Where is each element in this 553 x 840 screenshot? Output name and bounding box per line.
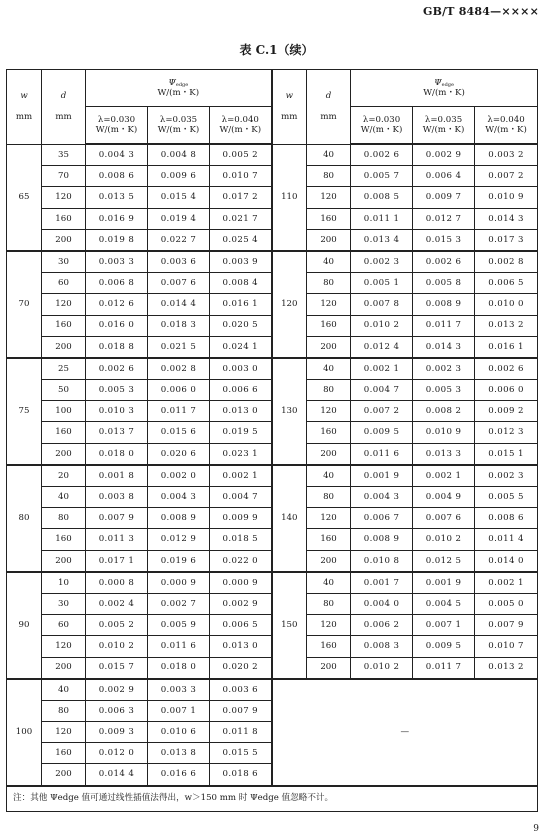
value-cell: 0.014 0	[475, 550, 538, 572]
d-cell: 200	[307, 550, 351, 572]
d-cell: 160	[42, 315, 86, 336]
value-cell: 0.005 3	[86, 380, 148, 401]
d-cell: 100	[42, 401, 86, 422]
d-cell: 120	[307, 187, 351, 208]
w-cell: 100	[7, 679, 42, 786]
value-cell: 0.016 6	[148, 764, 210, 786]
value-cell: 0.020 6	[148, 443, 210, 465]
value-cell: 0.011 8	[210, 722, 272, 743]
d-cell: 80	[307, 166, 351, 187]
value-cell: 0.010 3	[86, 401, 148, 422]
value-cell: 0.006 3	[86, 700, 148, 721]
d-cell: 160	[42, 743, 86, 764]
value-cell: 0.001 8	[86, 465, 148, 487]
value-cell: 0.001 7	[351, 572, 413, 594]
value-cell: 0.007 9	[210, 700, 272, 721]
d-unit: mm	[55, 111, 72, 122]
d-cell: 80	[307, 380, 351, 401]
value-cell: 0.004 5	[413, 593, 475, 614]
w-cell: 75	[7, 358, 42, 465]
table-row	[7, 251, 538, 273]
value-cell: 0.009 3	[86, 722, 148, 743]
value-cell: 0.009 5	[351, 422, 413, 443]
d-header-right	[307, 70, 351, 145]
value-cell: 0.011 4	[475, 529, 538, 550]
value-cell: 0.003 6	[210, 679, 272, 701]
value-cell: 0.008 4	[210, 273, 272, 294]
value-cell: 0.015 3	[413, 229, 475, 251]
value-cell: 0.022 0	[210, 550, 272, 572]
value-cell: 0.016 1	[475, 336, 538, 358]
value-cell: 0.010 7	[475, 636, 538, 657]
value-cell: 0.010 2	[351, 657, 413, 679]
value-cell: 0.003 6	[148, 251, 210, 273]
header-row-1	[7, 70, 538, 107]
d-cell: 40	[307, 358, 351, 380]
value-cell: 0.002 7	[148, 593, 210, 614]
d-cell: 80	[307, 273, 351, 294]
d-cell: 120	[42, 294, 86, 315]
d-cell: 200	[307, 229, 351, 251]
value-cell: 0.004 3	[148, 487, 210, 508]
value-cell: 0.002 1	[475, 572, 538, 594]
d-cell: 160	[307, 208, 351, 229]
d-cell: 80	[307, 487, 351, 508]
value-cell: 0.010 2	[413, 529, 475, 550]
value-cell: 0.025 4	[210, 229, 272, 251]
value-cell: 0.012 4	[351, 336, 413, 358]
standard-number: GB/T 8484—××××	[422, 5, 539, 18]
d-cell: 120	[307, 615, 351, 636]
value-cell: 0.005 2	[86, 615, 148, 636]
d-header-left	[42, 70, 86, 145]
value-cell: 0.002 6	[86, 358, 148, 380]
d-cell: 60	[42, 615, 86, 636]
value-cell: 0.010 9	[413, 422, 475, 443]
value-cell: 0.008 6	[475, 508, 538, 529]
value-cell: 0.013 4	[351, 229, 413, 251]
value-cell: 0.002 6	[351, 144, 413, 166]
psi-subscript: edge	[441, 81, 454, 88]
value-cell: 0.000 8	[86, 572, 148, 594]
value-cell: 0.006 7	[351, 508, 413, 529]
w-header-right	[272, 70, 307, 145]
d-cell: 120	[307, 401, 351, 422]
d-cell: 200	[42, 336, 86, 358]
value-cell: 0.018 0	[148, 657, 210, 679]
value-cell: 0.007 8	[351, 294, 413, 315]
value-cell: 0.002 3	[413, 358, 475, 380]
value-cell: 0.013 2	[475, 657, 538, 679]
value-cell: 0.014 4	[86, 764, 148, 786]
table-body	[7, 144, 538, 786]
value-cell: 0.008 3	[351, 636, 413, 657]
d-cell: 30	[42, 251, 86, 273]
value-cell: 0.002 6	[413, 251, 475, 273]
d-cell: 25	[42, 358, 86, 380]
value-cell: 0.011 7	[413, 657, 475, 679]
d-cell: 160	[307, 529, 351, 550]
value-cell: 0.018 8	[86, 336, 148, 358]
value-cell: 0.014 4	[148, 294, 210, 315]
w-unit: mm	[281, 111, 298, 122]
d-cell: 30	[42, 593, 86, 614]
value-cell: 0.002 9	[210, 593, 272, 614]
table-row	[7, 572, 538, 594]
value-cell: 0.008 9	[148, 508, 210, 529]
value-cell: 0.007 1	[413, 615, 475, 636]
value-cell: 0.023 1	[210, 443, 272, 465]
value-cell: 0.013 5	[86, 187, 148, 208]
note-row	[7, 786, 538, 812]
w-cell: 65	[7, 144, 42, 251]
value-cell: 0.013 7	[86, 422, 148, 443]
value-cell: 0.013 8	[148, 743, 210, 764]
value-cell: 0.004 3	[86, 144, 148, 166]
value-cell: 0.001 9	[351, 465, 413, 487]
value-cell: 0.008 9	[351, 529, 413, 550]
d-cell: 200	[42, 443, 86, 465]
value-cell: 0.013 2	[475, 315, 538, 336]
value-cell: 0.008 6	[86, 166, 148, 187]
value-cell: 0.005 8	[413, 273, 475, 294]
d-cell: 40	[307, 251, 351, 273]
value-cell: 0.002 6	[475, 358, 538, 380]
value-cell: 0.010 8	[351, 550, 413, 572]
value-cell: 0.011 3	[86, 529, 148, 550]
d-cell: 160	[42, 529, 86, 550]
value-cell: 0.015 5	[210, 743, 272, 764]
d-cell: 40	[307, 144, 351, 166]
w-unit: mm	[15, 111, 33, 122]
d-cell: 20	[42, 465, 86, 487]
value-cell: 0.011 1	[351, 208, 413, 229]
value-cell: 0.016 0	[86, 315, 148, 336]
value-cell: 0.017 1	[86, 550, 148, 572]
value-cell: 0.002 8	[148, 358, 210, 380]
d-cell: 40	[42, 487, 86, 508]
value-cell: 0.016 1	[210, 294, 272, 315]
value-cell: 0.015 4	[148, 187, 210, 208]
value-cell: 0.008 9	[413, 294, 475, 315]
value-cell: 0.011 7	[413, 315, 475, 336]
value-cell: 0.002 9	[413, 144, 475, 166]
value-cell: 0.000 9	[148, 572, 210, 594]
w-cell: 140	[272, 465, 307, 572]
value-cell: 0.002 8	[475, 251, 538, 273]
empty-cell: —	[272, 679, 538, 786]
table-note: 注：其他 Ψedge 值可通过线性插值法得出，w＞150 mm 时 Ψedge 值忽略不计。	[7, 786, 538, 812]
d-cell: 80	[307, 593, 351, 614]
w-cell: 120	[272, 251, 307, 358]
w-symbol: w	[20, 91, 28, 102]
d-cell: 120	[307, 294, 351, 315]
d-cell: 120	[42, 722, 86, 743]
w-cell: 150	[272, 572, 307, 679]
lambda-header: λ=0.030 W/(m・K)	[86, 107, 148, 145]
w-cell: 130	[272, 358, 307, 465]
d-cell: 200	[42, 657, 86, 679]
value-cell: 0.007 9	[86, 508, 148, 529]
value-cell: 0.012 0	[86, 743, 148, 764]
value-cell: 0.013 0	[210, 636, 272, 657]
d-cell: 40	[42, 679, 86, 701]
value-cell: 0.006 4	[413, 166, 475, 187]
value-cell: 0.003 2	[475, 144, 538, 166]
value-cell: 0.002 1	[210, 465, 272, 487]
value-cell: 0.010 9	[475, 187, 538, 208]
value-cell: 0.007 1	[148, 700, 210, 721]
table-row	[7, 465, 538, 487]
d-cell: 80	[42, 508, 86, 529]
value-cell: 0.022 7	[148, 229, 210, 251]
lambda-header: λ=0.035 W/(m・K)	[413, 107, 475, 145]
value-cell: 0.015 6	[148, 422, 210, 443]
lambda-header: λ=0.040 W/(m・K)	[475, 107, 538, 145]
d-cell: 160	[307, 422, 351, 443]
w-header-left	[7, 70, 42, 145]
value-cell: 0.010 6	[148, 722, 210, 743]
value-cell: 0.011 7	[148, 401, 210, 422]
value-cell: 0.005 2	[210, 144, 272, 166]
value-cell: 0.012 6	[86, 294, 148, 315]
value-cell: 0.014 3	[413, 336, 475, 358]
value-cell: 0.010 2	[351, 315, 413, 336]
value-cell: 0.009 7	[413, 187, 475, 208]
value-cell: 0.005 1	[351, 273, 413, 294]
d-cell: 70	[42, 166, 86, 187]
value-cell: 0.019 8	[86, 229, 148, 251]
value-cell: 0.004 9	[413, 487, 475, 508]
d-cell: 200	[42, 550, 86, 572]
value-cell: 0.002 4	[86, 593, 148, 614]
value-cell: 0.020 2	[210, 657, 272, 679]
w-cell: 70	[7, 251, 42, 358]
value-cell: 0.004 7	[351, 380, 413, 401]
psi-unit: W/(m・K)	[157, 88, 200, 98]
value-cell: 0.005 3	[413, 380, 475, 401]
value-cell: 0.007 6	[413, 508, 475, 529]
value-cell: 0.011 6	[148, 636, 210, 657]
value-cell: 0.005 5	[475, 487, 538, 508]
w-cell: 80	[7, 465, 42, 572]
value-cell: 0.009 9	[210, 508, 272, 529]
d-cell: 160	[307, 315, 351, 336]
value-cell: 0.014 3	[475, 208, 538, 229]
d-cell: 40	[307, 572, 351, 594]
value-cell: 0.009 2	[475, 401, 538, 422]
psi-unit: W/(m・K)	[423, 88, 465, 98]
value-cell: 0.018 0	[86, 443, 148, 465]
value-cell: 0.006 6	[210, 380, 272, 401]
value-cell: 0.015 7	[86, 657, 148, 679]
value-cell: 0.004 3	[351, 487, 413, 508]
psi-header-left	[86, 70, 272, 107]
value-cell: 0.018 3	[148, 315, 210, 336]
value-cell: 0.019 4	[148, 208, 210, 229]
d-cell: 120	[42, 636, 86, 657]
w-cell: 110	[272, 144, 307, 251]
value-cell: 0.003 3	[86, 251, 148, 273]
d-cell: 10	[42, 572, 86, 594]
d-cell: 160	[42, 208, 86, 229]
value-cell: 0.007 9	[475, 615, 538, 636]
psi-header-right	[351, 70, 538, 107]
d-cell: 200	[42, 229, 86, 251]
value-cell: 0.024 1	[210, 336, 272, 358]
table-row	[7, 144, 538, 166]
value-cell: 0.002 1	[413, 465, 475, 487]
value-cell: 0.021 5	[148, 336, 210, 358]
value-cell: 0.000 9	[210, 572, 272, 594]
value-cell: 0.005 7	[351, 166, 413, 187]
value-cell: 0.005 0	[475, 593, 538, 614]
value-cell: 0.013 3	[413, 443, 475, 465]
value-cell: 0.002 9	[86, 679, 148, 701]
value-cell: 0.010 7	[210, 166, 272, 187]
value-cell: 0.013 0	[210, 401, 272, 422]
d-cell: 160	[42, 422, 86, 443]
value-cell: 0.003 9	[210, 251, 272, 273]
value-cell: 0.007 2	[475, 166, 538, 187]
value-cell: 0.010 0	[475, 294, 538, 315]
value-cell: 0.002 1	[351, 358, 413, 380]
value-cell: 0.012 9	[148, 529, 210, 550]
lambda-header: λ=0.040 W/(m・K)	[210, 107, 272, 145]
d-cell: 200	[42, 764, 86, 786]
d-unit: mm	[320, 111, 337, 122]
value-cell: 0.020 5	[210, 315, 272, 336]
d-cell: 35	[42, 144, 86, 166]
d-cell: 200	[307, 443, 351, 465]
d-symbol: d	[325, 91, 332, 102]
w-cell: 90	[7, 572, 42, 679]
value-cell: 0.008 2	[413, 401, 475, 422]
lambda-header: λ=0.035 W/(m・K)	[148, 107, 210, 145]
psi-symbol: Ψ	[168, 77, 176, 88]
value-cell: 0.003 3	[148, 679, 210, 701]
value-cell: 0.006 5	[210, 615, 272, 636]
value-cell: 0.012 7	[413, 208, 475, 229]
d-cell: 120	[307, 508, 351, 529]
value-cell: 0.005 9	[148, 615, 210, 636]
d-cell: 160	[307, 636, 351, 657]
value-cell: 0.003 0	[210, 358, 272, 380]
value-cell: 0.019 5	[210, 422, 272, 443]
value-cell: 0.006 0	[148, 380, 210, 401]
value-cell: 0.012 5	[413, 550, 475, 572]
value-cell: 0.006 0	[475, 380, 538, 401]
value-cell: 0.004 7	[210, 487, 272, 508]
d-cell: 60	[42, 273, 86, 294]
value-cell: 0.009 6	[148, 166, 210, 187]
d-cell: 120	[42, 187, 86, 208]
value-cell: 0.018 6	[210, 764, 272, 786]
d-symbol: d	[60, 91, 67, 102]
value-cell: 0.007 2	[351, 401, 413, 422]
value-cell: 0.001 9	[413, 572, 475, 594]
value-cell: 0.017 3	[475, 229, 538, 251]
d-cell: 200	[307, 657, 351, 679]
value-cell: 0.006 2	[351, 615, 413, 636]
value-cell: 0.006 5	[475, 273, 538, 294]
d-cell: 40	[307, 465, 351, 487]
value-cell: 0.002 0	[148, 465, 210, 487]
value-cell: 0.011 6	[351, 443, 413, 465]
psi-subscript: edge	[175, 81, 189, 88]
value-cell: 0.019 6	[148, 550, 210, 572]
table-title: 表 C.1（续）	[239, 43, 314, 57]
value-cell: 0.016 9	[86, 208, 148, 229]
value-cell: 0.018 5	[210, 529, 272, 550]
value-cell: 0.015 1	[475, 443, 538, 465]
value-cell: 0.017 2	[210, 187, 272, 208]
value-cell: 0.002 3	[475, 465, 538, 487]
lambda-header: λ=0.030 W/(m・K)	[351, 107, 413, 145]
value-cell: 0.004 8	[148, 144, 210, 166]
value-cell: 0.009 5	[413, 636, 475, 657]
table-row	[7, 679, 538, 701]
w-symbol: w	[285, 91, 293, 102]
value-cell: 0.006 8	[86, 273, 148, 294]
d-cell: 200	[307, 336, 351, 358]
value-cell: 0.004 0	[351, 593, 413, 614]
value-cell: 0.008 5	[351, 187, 413, 208]
value-cell: 0.021 7	[210, 208, 272, 229]
data-table	[6, 69, 538, 812]
page-number: 9	[533, 824, 539, 834]
value-cell: 0.002 3	[351, 251, 413, 273]
table-row	[7, 358, 538, 380]
d-cell: 80	[42, 700, 86, 721]
d-cell: 50	[42, 380, 86, 401]
value-cell: 0.003 8	[86, 487, 148, 508]
value-cell: 0.012 3	[475, 422, 538, 443]
value-cell: 0.007 6	[148, 273, 210, 294]
psi-symbol: Ψ	[434, 77, 442, 88]
value-cell: 0.010 2	[86, 636, 148, 657]
